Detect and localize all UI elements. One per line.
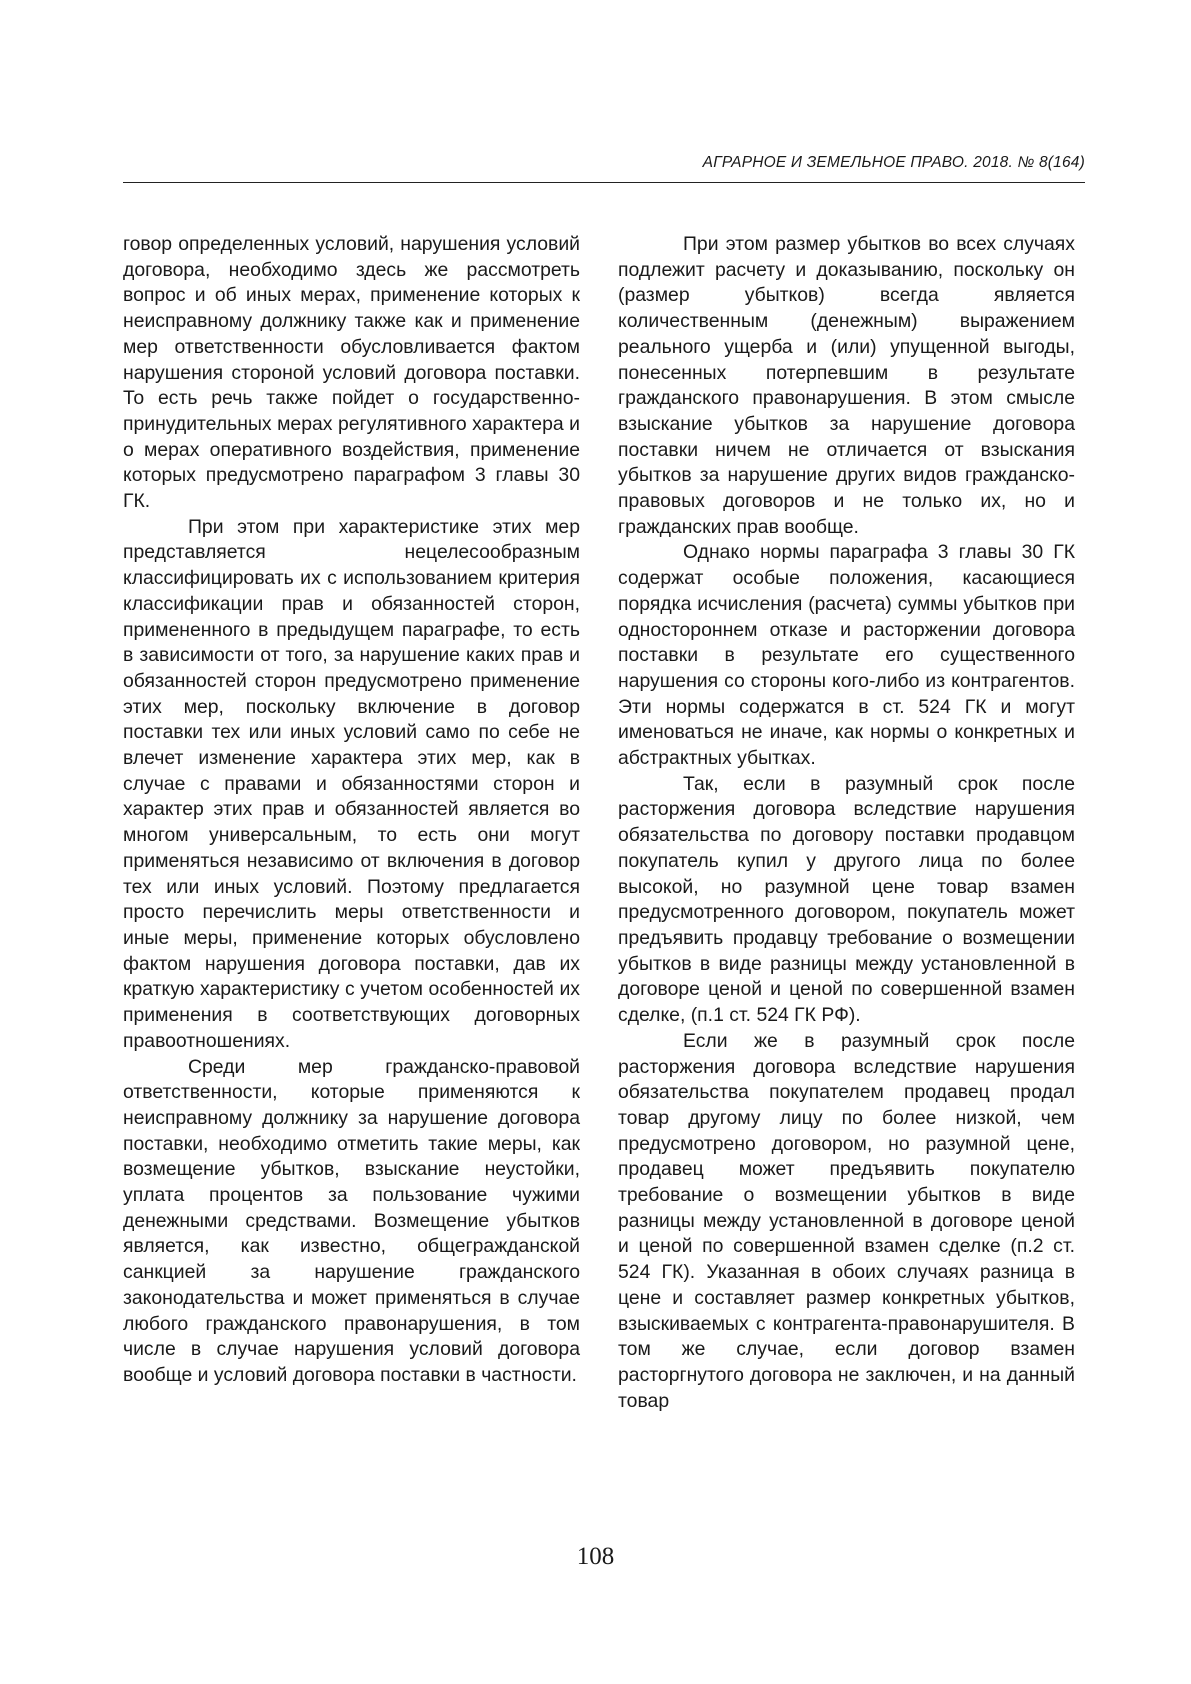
page-number: 108 (576, 1543, 615, 1570)
paragraph: Так, если в разумный срок после расторжения договора вследствие нарушения обязательства по договору поставки продавцом покупатель купил у другого лица по более высокой, но разумной цене товар взамен предусмотренного договором, покупатель может предъявить продавцу требование о возмещении убытков в виде разницы между установленной в договоре ценой и ценой по совершенной взамен сделке, (п.1 ст. 524 ГК РФ). (618, 772, 1075, 1027)
header-rule (123, 182, 1085, 183)
paragraph: При этом при характеристике этих мер представляется нецелесообразным классифицировать их с использованием критерия классификации прав и обязанностей сторон, примененного в предыдущем параграфе, то есть в зависимости от того, за нарушение каких прав и обязанностей сторон предусмотрено применение этих мер, поскольку включение в договор поставки тех или иных условий само по себе не влечет изменение характера этих мер, как в случае с правами и обязанностями сторон и характер этих прав и обязанностей является во многом универсальным, то есть они могут применяться независимо от включения в договор тех или иных условий. Поэтому предлагается просто перечислить меры ответственности и иные меры, применение которых обусловлено фактом нарушения договора поставки, дав их краткую характеристику с учетом особенностей их применения в соответствующих договорных правоотношениях. (123, 515, 580, 1052)
paragraph: При этом размер убытков во всех случаях подлежит расчету и доказыванию, поскольку он (размер убытков) всегда является количественным (денежным) выражением реального ущерба и (или) упущенной выгоды, понесенных потерпевшим в результате гражданского правонарушения. В этом смысле взыскание убытков за нарушение договора поставки ничем не отличается от взыскания убытков за нарушение других видов гражданско-правовых договоров и не только их, но и гражданских прав вообще. (618, 233, 1075, 538)
paragraph: Однако нормы параграфа 3 главы 30 ГК содержат особые положения, касающиеся порядка исчисления (расчета) суммы убытков при одностороннем отказе и расторжении договора поставки в результате его существенного нарушения со стороны кого-либо из контрагентов. Эти нормы содержатся в ст. 524 ГК и могут именоваться не иначе, как нормы о конкретных и абстрактных убытках. (618, 541, 1075, 770)
paragraph: говор определенных условий, нарушения условий договора, необходимо здесь же рассмотреть вопрос и об иных мерах, применение которых к неисправному должнику также как и применение мер ответственности обусловливается фактом нарушения стороной условий договора поставки. То есть речь также пойдет о государственно-принудительных мерах регулятивного характера и о мерах оперативного воздействия, применение которых предусмотрено параграфом 3 главы 30 ГК. (123, 233, 580, 513)
right-column (618, 232, 1075, 1414)
paragraph: Если же в разумный срок после расторжения договора вследствие нарушения обязательства покупателем продавец продал товар другому лицу по более низкой, чем предусмотрено договором, но разумной цене, продавец может предъявить покупателю требование о возмещении убытков в виде разницы между установленной в договоре ценой и ценой по совершенной взамен сделке (п.2 ст. 524 ГК). Указанная в обоих случаях разница в цене и составляет размер конкретных убытков, взыскиваемых с контрагента-правонарушителя. В том же случае, если договор взамен расторгнутого договора не заключен, и на данный товар (618, 1029, 1075, 1412)
running-header: АГРАРНОЕ И ЗЕМЕЛЬНОЕ ПРАВО. 2018. № 8(164) (702, 154, 1085, 171)
left-column (123, 232, 580, 1389)
paragraph: Среди мер гражданско-правовой ответственности, которые применяются к неисправному должнику за нарушение договора поставки, необходимо отметить такие меры, как возмещение убытков, взыскание неустойки, уплата процентов за пользование чужими денежными средствами. Возмещение убытков является, как известно, общегражданской санкцией за нарушение гражданского законодательства и может применяться в случае любого гражданского правонарушения, в том числе в случае нарушения условий договора вообще и условий договора поставки в частности. (123, 1055, 580, 1386)
